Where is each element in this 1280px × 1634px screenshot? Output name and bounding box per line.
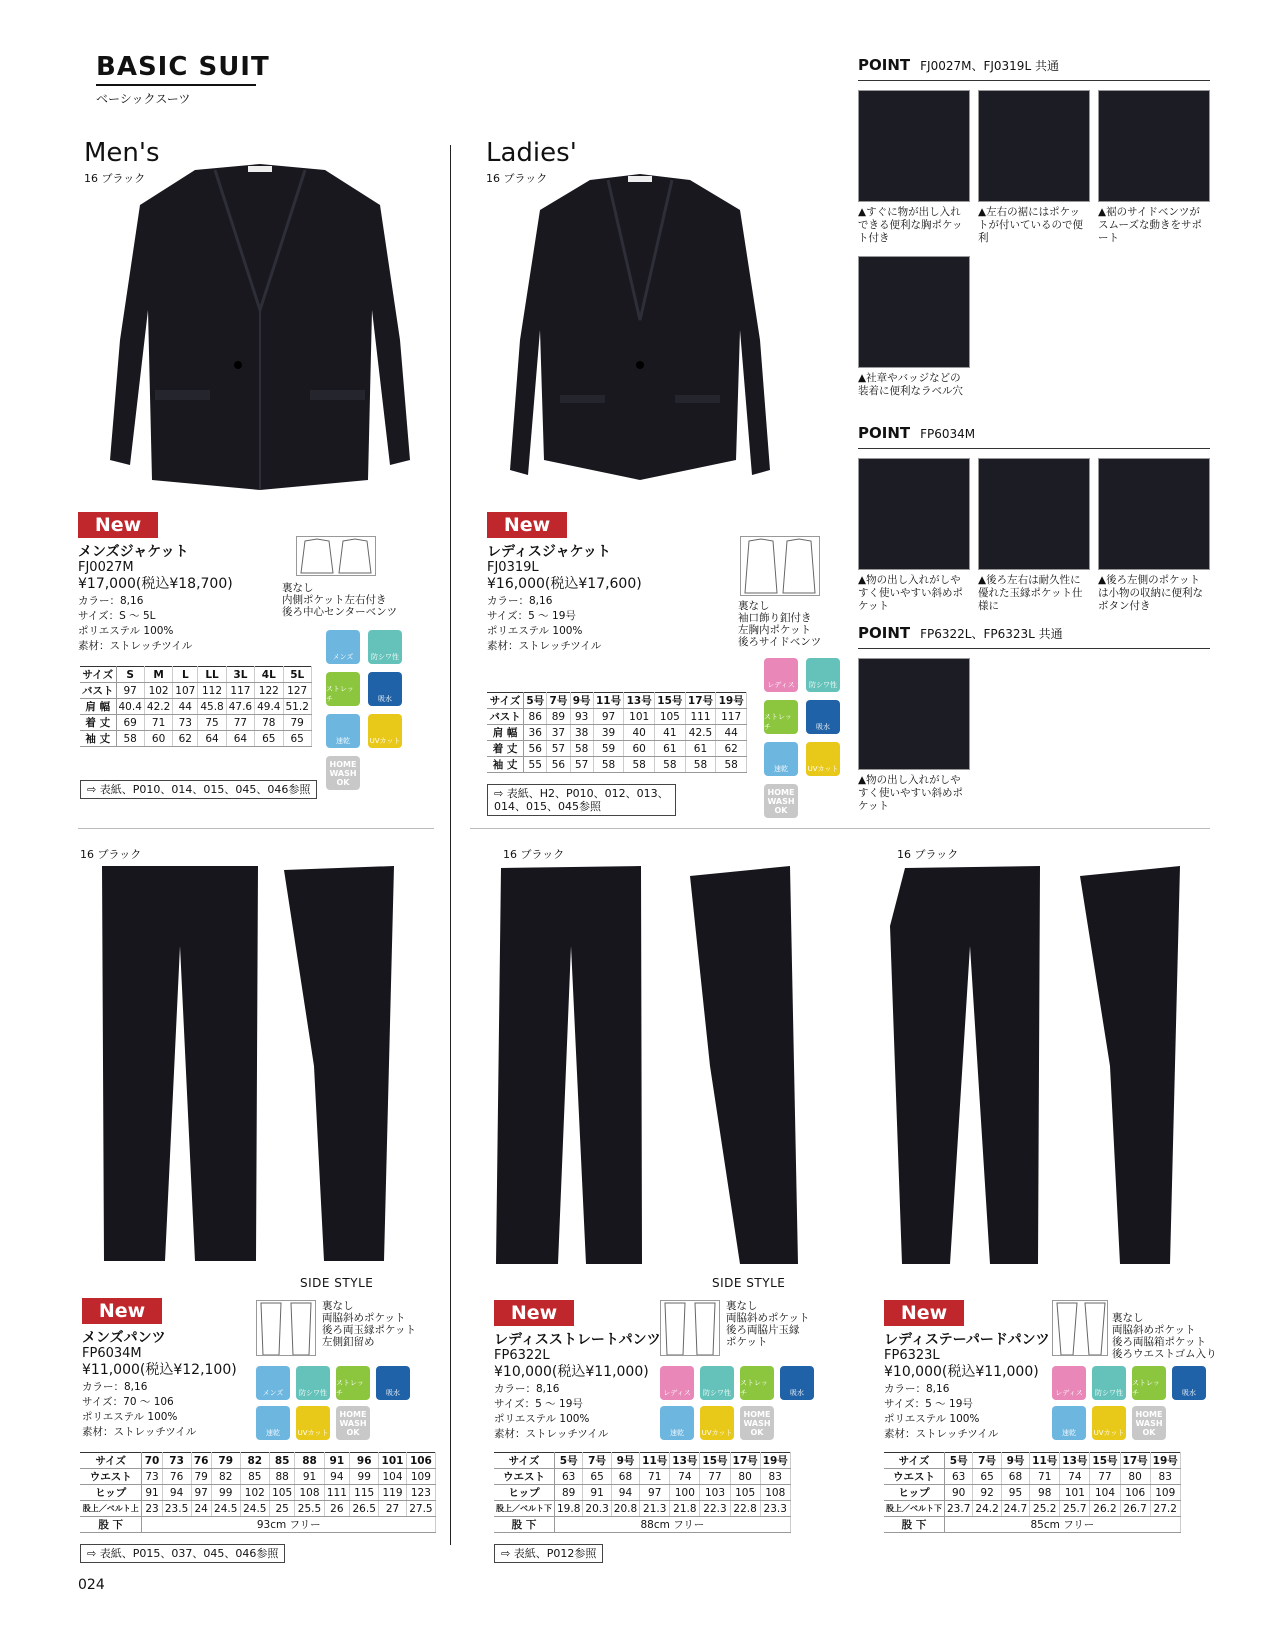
point-caption: ▲すぐに物が出し入れできる便利な胸ポケット付き bbox=[858, 206, 963, 244]
detail-photo-side-pocket bbox=[858, 458, 970, 570]
page-number: 024 bbox=[78, 1577, 105, 1593]
mens-jacket-info bbox=[78, 544, 233, 654]
mens-jacket-color-label: 16 ブラック bbox=[84, 172, 146, 185]
uv-cut-icon: UVカット bbox=[1092, 1406, 1126, 1440]
note-line: 後ろ両脇箱ポケット bbox=[1112, 1336, 1206, 1348]
ladies-straight-reference: ⇨ 表紙、P012参照 bbox=[494, 1544, 603, 1563]
point-rule bbox=[858, 80, 1210, 81]
ladies-jacket-color-label: 16 ブラック bbox=[486, 172, 548, 185]
ladies-straight-color-label: 16 ブラック bbox=[503, 848, 565, 861]
stretch-icon: ストレッチ bbox=[336, 1366, 370, 1400]
note-line: 両脇斜めポケット bbox=[1112, 1324, 1196, 1336]
note-line: 後ろ中心センターベンツ bbox=[282, 606, 398, 618]
ladies-straight-feature-icons bbox=[660, 1366, 814, 1440]
stretch-icon: ストレッチ bbox=[740, 1366, 774, 1400]
ladies-jacket-reference bbox=[487, 784, 676, 816]
product-name: メンズジャケット bbox=[78, 544, 189, 560]
mens-pants-new-badge: New bbox=[82, 1298, 162, 1324]
table-row: 股 下 88cm フリー bbox=[494, 1517, 790, 1533]
point-caption: ▲物の出し入れがしやすく使いやすい斜めポケット bbox=[858, 574, 963, 612]
ladies-icon: レディス bbox=[764, 658, 798, 692]
column-divider bbox=[450, 145, 451, 1545]
point-caption: ▲後ろ左側のポケットは小物の収納に便利なボタン付き bbox=[1098, 574, 1203, 612]
product-price: ¥10,000(税込¥11,000) bbox=[494, 1364, 649, 1380]
home-wash-icon: HOME WASH OK bbox=[764, 784, 798, 818]
detail-photo-lapel-hole bbox=[858, 256, 970, 368]
product-code: FJ0319L bbox=[487, 560, 539, 575]
mens-jacket-reference: ⇨ 表紙、P010、014、015、045、046参照 bbox=[80, 780, 317, 799]
note-line: 後ろ両脇片玉縁 bbox=[726, 1324, 800, 1336]
mens-jacket-notes bbox=[282, 582, 397, 618]
product-price: ¥10,000(税込¥11,000) bbox=[884, 1364, 1039, 1380]
uv-cut-icon: UVカット bbox=[368, 714, 402, 748]
page-subtitle: ベーシックスーツ bbox=[96, 92, 191, 106]
table-row: 着 丈 69 71 73 75 77 78 79 bbox=[80, 715, 311, 731]
home-wash-icon: HOME WASH OK bbox=[336, 1406, 370, 1440]
point-rule bbox=[858, 448, 1210, 449]
ladies-jacket-sketch-icon bbox=[740, 536, 820, 596]
table-row: 股上／ベルト上 23 23.5 24 24.5 24.5 25 25.5 26 26.5 27 27.5 bbox=[80, 1501, 436, 1517]
spec-fabric: ポリエステル 100% bbox=[82, 1411, 178, 1423]
spec-material: 素材：ストレッチツイル bbox=[78, 640, 193, 652]
ladies-icon: レディス bbox=[1052, 1366, 1086, 1400]
home-wash-icon: HOME WASH OK bbox=[740, 1406, 774, 1440]
table-row: ヒップ 89 91 94 97 100 103 105 108 bbox=[494, 1485, 790, 1501]
quick-dry-icon: 速乾 bbox=[660, 1406, 694, 1440]
mens-pants-color-label: 16 ブラック bbox=[80, 848, 142, 861]
note-line: 後ろウエストゴム入り bbox=[1112, 1348, 1217, 1360]
water-absorb-icon: 吸水 bbox=[368, 672, 402, 706]
mens-pants-side-image bbox=[284, 866, 404, 1266]
spec-size: サイズ：5 ～ 19号 bbox=[494, 1398, 583, 1410]
quick-dry-icon: 速乾 bbox=[764, 742, 798, 776]
spec-size: サイズ：5 ～ 19号 bbox=[487, 610, 576, 622]
mens-pants-feature-icons bbox=[256, 1366, 410, 1440]
spec-size: サイズ：S ～ 5L bbox=[78, 610, 156, 622]
ladies-tapered-size-table bbox=[884, 1452, 1181, 1533]
ladies-straight-new-badge: New bbox=[494, 1300, 574, 1326]
note-line: 裏なし bbox=[282, 582, 314, 594]
table-row: 肩 幅 40.4 42.2 44 45.8 47.6 49.4 51.2 bbox=[80, 699, 311, 715]
point-caption: ▲後ろ左右は耐久性に優れた玉縁ポケット仕様に bbox=[978, 574, 1083, 612]
title-underline bbox=[96, 84, 256, 86]
table-row: ヒップ 90 92 95 98 101 104 106 109 bbox=[884, 1485, 1180, 1501]
product-code: FP6323L bbox=[884, 1348, 940, 1363]
table-row: ヒップ 91 94 97 99 102 105 108 111 115 119 123 bbox=[80, 1485, 436, 1501]
mens-pants-sketch-icon bbox=[256, 1300, 316, 1356]
table-row: 袖 丈 55 56 57 58 58 58 58 58 bbox=[487, 757, 747, 773]
mens-pants-front-image bbox=[100, 866, 260, 1266]
spec-fabric: ポリエステル 100% bbox=[884, 1413, 980, 1425]
ladies-jacket-image bbox=[490, 170, 790, 500]
note-line: 両脇斜めポケット bbox=[322, 1312, 406, 1324]
product-code: FP6322L bbox=[494, 1348, 550, 1363]
note-line: 左胸内ポケット bbox=[738, 624, 811, 636]
product-name: レディステーパードパンツ bbox=[884, 1332, 1050, 1348]
spec-color: カラー：8,16 bbox=[487, 595, 553, 607]
spec-material: 素材：ストレッチツイル bbox=[82, 1426, 197, 1438]
wrinkle-resistant-icon: 防シワ性 bbox=[806, 658, 840, 692]
ladies-straight-size-table bbox=[494, 1452, 791, 1533]
point-header-ladies-pants: POINT FP6322L、FP6323L 共通 bbox=[858, 624, 1063, 642]
water-absorb-icon: 吸水 bbox=[780, 1366, 814, 1400]
detail-photo-hem-pocket bbox=[978, 90, 1090, 202]
mens-pants-info bbox=[82, 1330, 237, 1440]
ladies-tapered-new-badge: New bbox=[884, 1300, 964, 1326]
water-absorb-icon: 吸水 bbox=[1172, 1366, 1206, 1400]
table-row: ウエスト 63 65 68 71 74 77 80 83 bbox=[494, 1469, 790, 1485]
ladies-tapered-info bbox=[884, 1332, 1050, 1442]
note-line: 両脇斜めポケット bbox=[726, 1312, 810, 1324]
table-row: 着 丈 56 57 58 59 60 61 61 62 bbox=[487, 741, 747, 757]
ladies-jacket-size-table bbox=[487, 692, 747, 773]
mens-jacket-feature-icons bbox=[326, 630, 402, 790]
point-rule bbox=[858, 648, 1210, 649]
table-row: サイズ 5号 7号 9号 11号 13号 15号 17号 19号 bbox=[494, 1453, 790, 1469]
detail-photo-button-pocket bbox=[1098, 458, 1210, 570]
wrinkle-resistant-icon: 防シワ性 bbox=[1092, 1366, 1126, 1400]
ladies-straight-front-image bbox=[496, 866, 646, 1266]
table-row: サイズ S M L LL 3L 4L 5L bbox=[80, 667, 311, 683]
ladies-tapered-side-image bbox=[1080, 866, 1190, 1266]
note-line: 左側釦留め bbox=[322, 1336, 375, 1348]
table-row: バスト 86 89 93 97 101 105 111 117 bbox=[487, 709, 747, 725]
ladies-straight-sketch-icon bbox=[660, 1300, 720, 1356]
mens-jacket-image bbox=[110, 160, 410, 500]
mens-icon: メンズ bbox=[256, 1366, 290, 1400]
uv-cut-icon: UVカット bbox=[806, 742, 840, 776]
spec-fabric: ポリエステル 100% bbox=[494, 1413, 590, 1425]
note-line: 裏なし bbox=[726, 1300, 758, 1312]
spec-color: カラー：8,16 bbox=[494, 1383, 560, 1395]
point-caption: ▲裾のサイドベンツがスムーズな動きをサポート bbox=[1098, 206, 1202, 244]
point-caption: ▲左右の裾にはポケットが付いているので便利 bbox=[978, 206, 1083, 244]
home-wash-icon: HOME WASH OK bbox=[326, 756, 360, 790]
detail-photo-side-vent bbox=[1098, 90, 1210, 202]
section-divider bbox=[78, 828, 434, 829]
spec-fabric: ポリエステル 100% bbox=[487, 625, 583, 637]
detail-photo-back-pocket bbox=[978, 458, 1090, 570]
note-line: ポケット bbox=[726, 1336, 768, 1348]
ladies-straight-side-style-label: SIDE STYLE bbox=[712, 1276, 786, 1290]
ladies-tapered-front-image bbox=[890, 866, 1050, 1266]
ladies-straight-side-image bbox=[690, 866, 800, 1266]
table-row: サイズ 70 73 76 79 82 85 88 91 96 101 106 bbox=[80, 1453, 436, 1469]
note-line: 後ろサイドベンツ bbox=[738, 636, 822, 648]
section-divider bbox=[470, 828, 1210, 829]
wrinkle-resistant-icon: 防シワ性 bbox=[368, 630, 402, 664]
ladies-jacket-new-badge: New bbox=[487, 512, 567, 538]
ladies-straight-notes bbox=[726, 1300, 809, 1348]
product-price: ¥16,000(税込¥17,600) bbox=[487, 576, 642, 592]
wrinkle-resistant-icon: 防シワ性 bbox=[700, 1366, 734, 1400]
spec-color: カラー：8,16 bbox=[82, 1381, 148, 1393]
note-line: 裏なし bbox=[322, 1300, 354, 1312]
quick-dry-icon: 速乾 bbox=[326, 714, 360, 748]
product-price: ¥11,000(税込¥12,100) bbox=[82, 1362, 237, 1378]
spec-material: 素材：ストレッチツイル bbox=[494, 1428, 609, 1440]
ladies-jacket-feature-icons bbox=[764, 658, 840, 818]
uv-cut-icon: UVカット bbox=[296, 1406, 330, 1440]
detail-photo-ladies-side-pocket bbox=[858, 658, 970, 770]
product-code: FJ0027M bbox=[78, 560, 134, 575]
spec-size: サイズ：70 ～ 106 bbox=[82, 1396, 174, 1408]
water-absorb-icon: 吸水 bbox=[376, 1366, 410, 1400]
table-row: サイズ 5号 7号 9号 11号 13号 15号 17号 19号 bbox=[487, 693, 747, 709]
quick-dry-icon: 速乾 bbox=[1052, 1406, 1086, 1440]
detail-photo-chest-pocket bbox=[858, 90, 970, 202]
product-name: レディスジャケット bbox=[487, 544, 611, 560]
note-line: 裏なし bbox=[1112, 1312, 1144, 1324]
note-line: 裏なし bbox=[738, 600, 770, 612]
table-row: ウエスト 63 65 68 71 74 77 80 83 bbox=[884, 1469, 1180, 1485]
ladies-straight-info bbox=[494, 1332, 661, 1442]
note-line: 内側ポケット左右付き bbox=[282, 594, 387, 606]
ladies-tapered-sketch-icon bbox=[1052, 1300, 1108, 1356]
point-header-jacket: POINT FJ0027M、FJ0319L 共通 bbox=[858, 56, 1059, 74]
mens-pants-size-table bbox=[80, 1452, 436, 1533]
point-caption: ▲社章やバッジなどの装着に便利なラベル穴 bbox=[858, 372, 963, 397]
quick-dry-icon: 速乾 bbox=[256, 1406, 290, 1440]
water-absorb-icon: 吸水 bbox=[806, 700, 840, 734]
spec-material: 素材：ストレッチツイル bbox=[487, 640, 602, 652]
ladies-jacket-notes bbox=[738, 600, 821, 648]
product-price: ¥17,000(税込¥18,700) bbox=[78, 576, 233, 592]
spec-color: カラー：8,16 bbox=[78, 595, 144, 607]
product-name: レディスストレートパンツ bbox=[494, 1332, 661, 1348]
mens-icon: メンズ bbox=[326, 630, 360, 664]
table-row: 股上／ベルト下 19.8 20.3 20.8 21.3 21.8 22.3 22.8 23.3 bbox=[494, 1501, 790, 1517]
spec-fabric: ポリエステル 100% bbox=[78, 625, 174, 637]
table-row: バスト 97 102 107 112 117 122 127 bbox=[80, 683, 311, 699]
table-row: 股 下 85cm フリー bbox=[884, 1517, 1180, 1533]
ladies-tapered-notes bbox=[1112, 1312, 1217, 1360]
stretch-icon: ストレッチ bbox=[1132, 1366, 1166, 1400]
table-row: 股 下 93cm フリー bbox=[80, 1517, 436, 1533]
mens-jacket-size-table bbox=[80, 666, 312, 747]
product-name: メンズパンツ bbox=[82, 1330, 166, 1346]
ladies-tapered-feature-icons bbox=[1052, 1366, 1206, 1440]
table-row: 股上／ベルト下 23.7 24.2 24.7 25.2 25.7 26.2 26.7 27.2 bbox=[884, 1501, 1180, 1517]
spec-material: 素材：ストレッチツイル bbox=[884, 1428, 999, 1440]
wrinkle-resistant-icon: 防シワ性 bbox=[296, 1366, 330, 1400]
spec-color: カラー：8,16 bbox=[884, 1383, 950, 1395]
mens-section-title: Men's bbox=[84, 138, 160, 168]
ladies-jacket-info bbox=[487, 544, 642, 654]
ladies-tapered-color-label: 16 ブラック bbox=[897, 848, 959, 861]
table-row: サイズ 5号 7号 9号 11号 13号 15号 17号 19号 bbox=[884, 1453, 1180, 1469]
stretch-icon: ストレッチ bbox=[764, 700, 798, 734]
ref-line: 014、015、045参照 bbox=[494, 800, 601, 813]
stretch-icon: ストレッチ bbox=[326, 672, 360, 706]
ref-line: ⇨ 表紙、H2、P010、012、013、 bbox=[494, 787, 669, 800]
product-code: FP6034M bbox=[82, 1346, 142, 1361]
mens-jacket-sketch-icon bbox=[296, 536, 376, 576]
point-header-mens-pants: POINT FP6034M bbox=[858, 424, 976, 442]
table-row: 袖 丈 58 60 62 64 64 65 65 bbox=[80, 731, 311, 747]
spec-size: サイズ：5 ～ 19号 bbox=[884, 1398, 973, 1410]
home-wash-icon: HOME WASH OK bbox=[1132, 1406, 1166, 1440]
mens-pants-reference: ⇨ 表紙、P015、037、045、046参照 bbox=[80, 1544, 285, 1563]
uv-cut-icon: UVカット bbox=[700, 1406, 734, 1440]
mens-jacket-new-badge: New bbox=[78, 512, 158, 538]
ladies-section-title: Ladies' bbox=[486, 138, 577, 168]
point-caption: ▲物の出し入れがしやすく使いやすい斜めポケット bbox=[858, 774, 963, 812]
note-line: 袖口飾り釦付き bbox=[738, 612, 812, 624]
table-row: ウエスト 73 76 79 82 85 88 91 94 99 104 109 bbox=[80, 1469, 436, 1485]
page-title: BASIC SUIT bbox=[96, 52, 270, 82]
ladies-icon: レディス bbox=[660, 1366, 694, 1400]
note-line: 後ろ両玉縁ポケット bbox=[322, 1324, 416, 1336]
mens-pants-side-style-label: SIDE STYLE bbox=[300, 1276, 374, 1290]
table-row: 肩 幅 36 37 38 39 40 41 42.5 44 bbox=[487, 725, 747, 741]
mens-pants-notes bbox=[322, 1300, 416, 1348]
